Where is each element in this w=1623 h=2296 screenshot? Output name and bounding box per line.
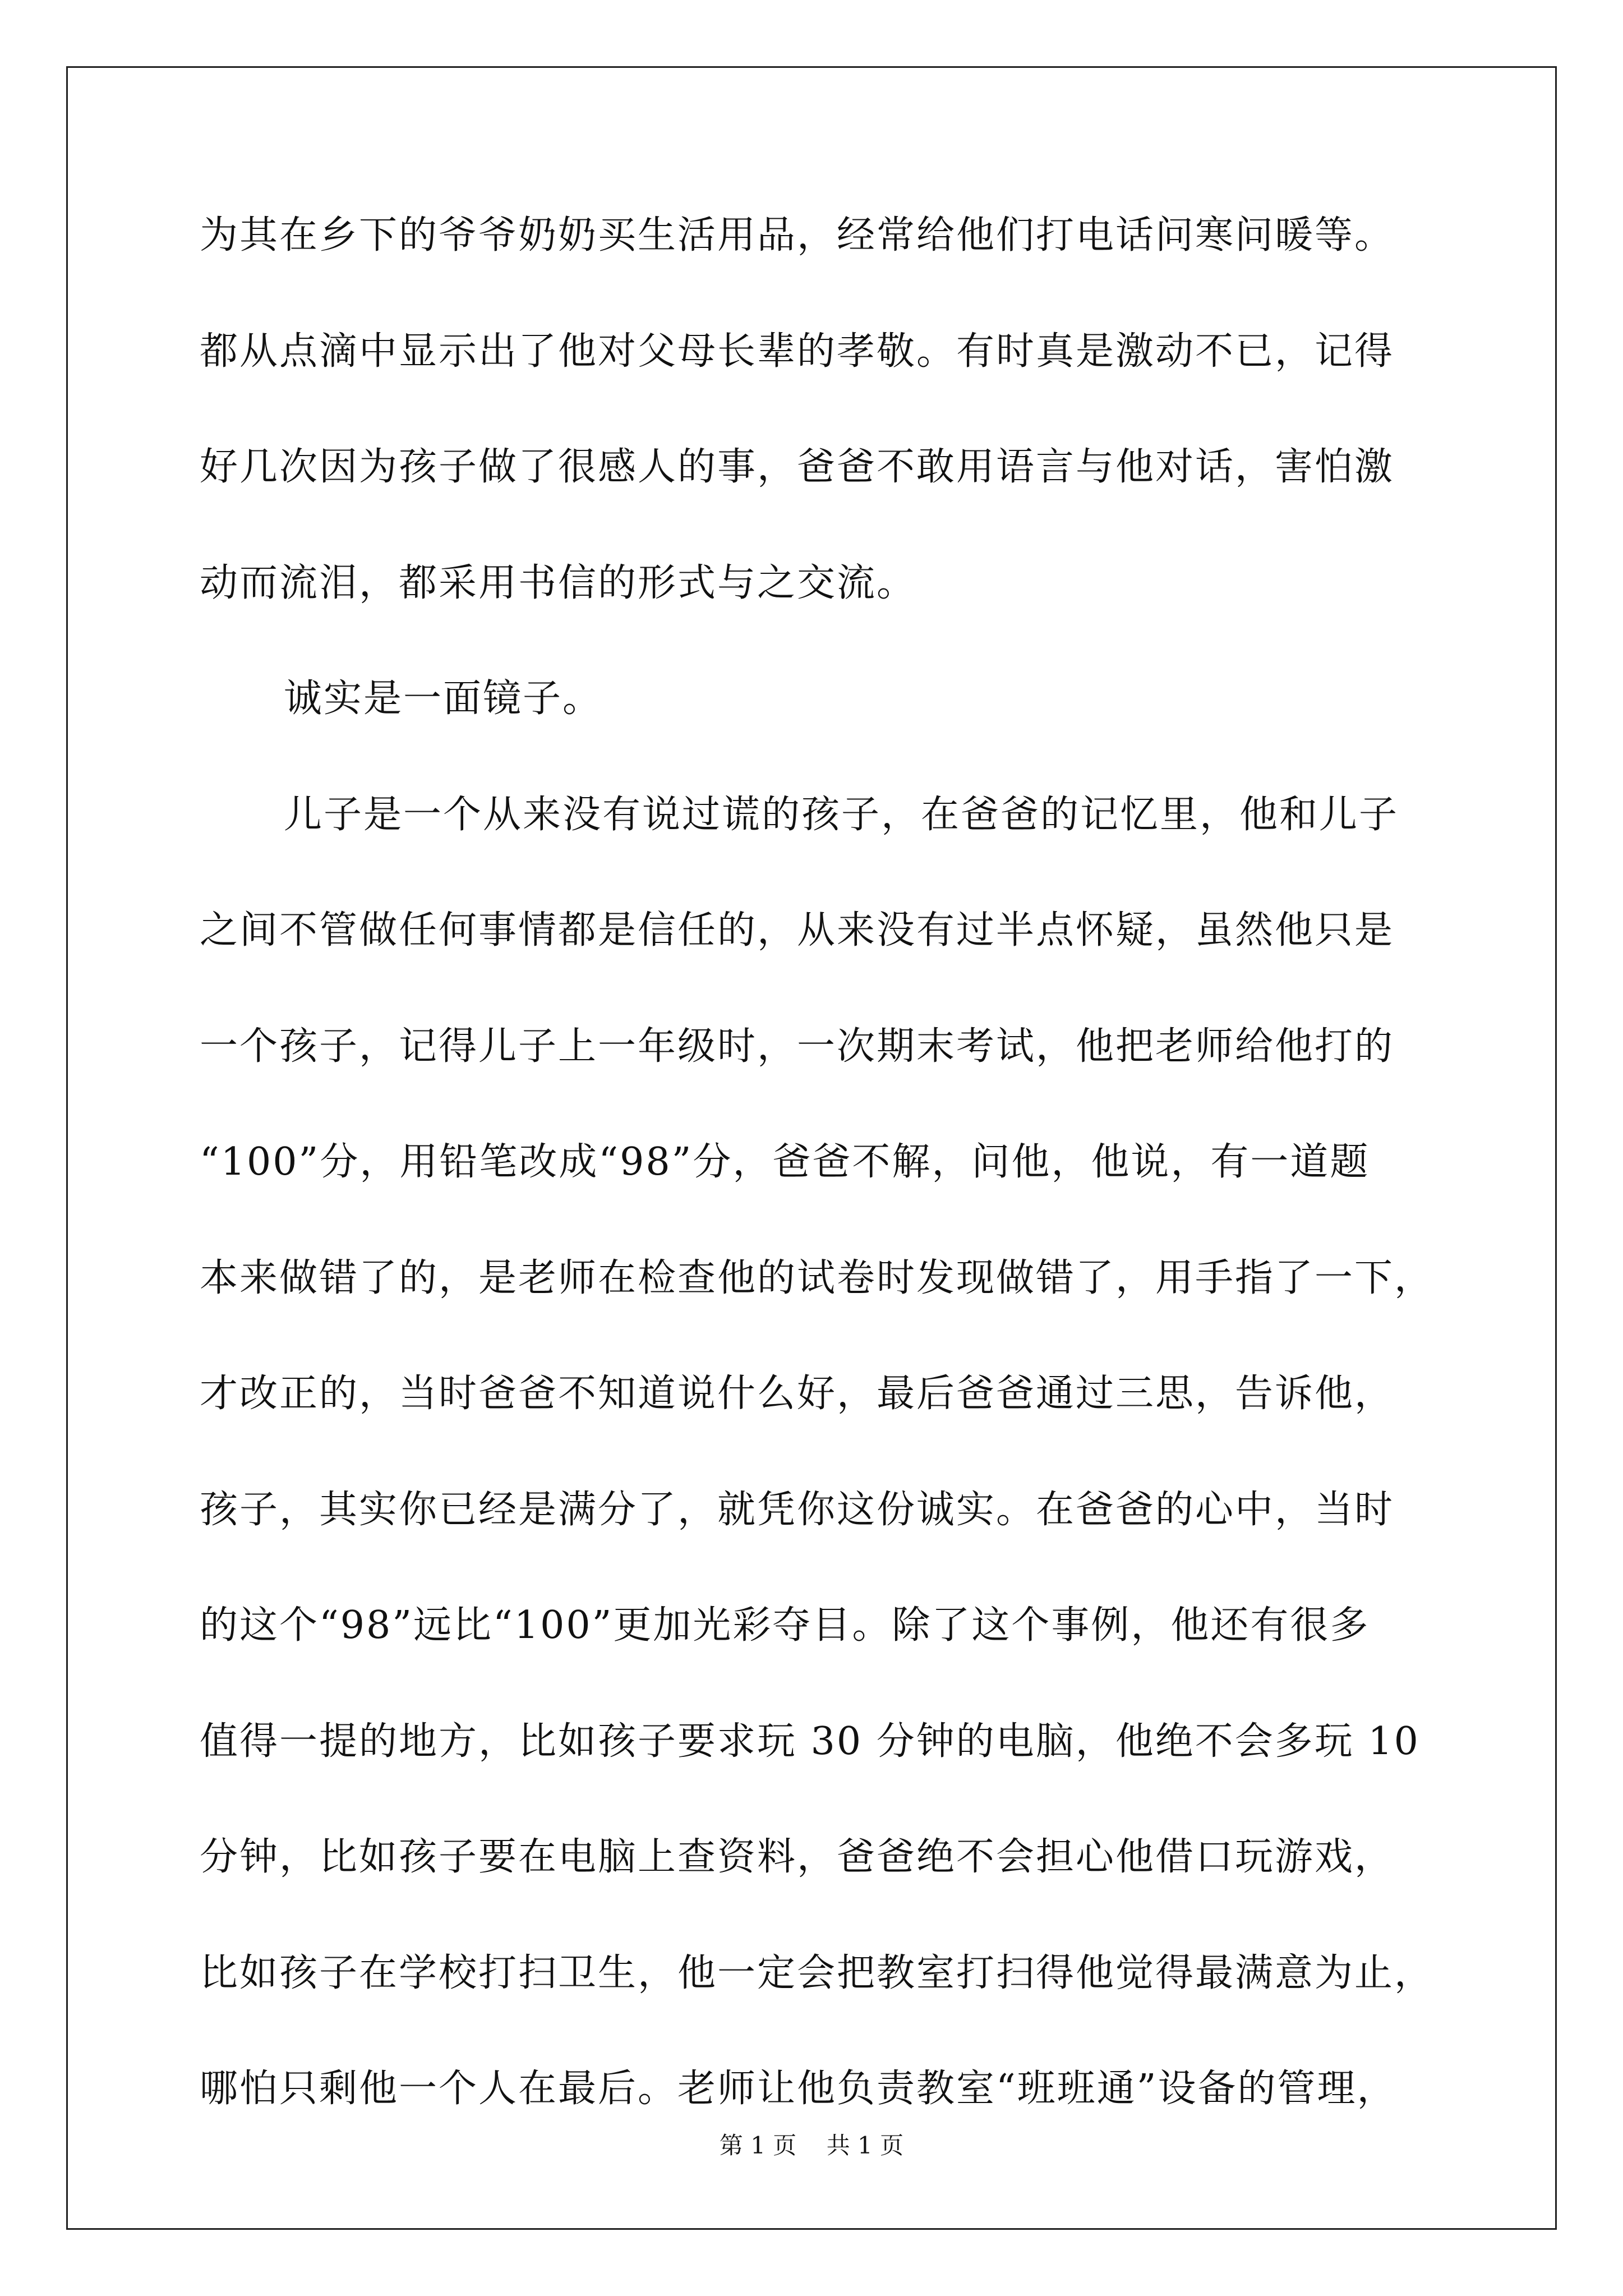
text-line: 之间不管做任何事情都是信任的，从来没有过半点怀疑，虽然他只是 [200,908,1395,953]
text-line: 动而流泪，都采用书信的形式与之交流。 [200,560,917,605]
text-line: 都从点滴中显示出了他对父母长辈的孝敬。有时真是激动不已，记得 [200,329,1395,374]
text-line: 比如孩子在学校打扫卫生，他一定会把教室打扫得他觉得最满意为止， [200,1950,1435,1995]
text-line: 哪怕只剩他一个人在最后。老师让他负责教室“班班通”设备的管理， [200,2067,1397,2111]
text-line: “100”分，用铅笔改成“98”分，爸爸不解，问他，他说，有一道题 [200,1140,1370,1184]
text-line: 儿子是一个从来没有说过谎的孩子，在爸爸的记忆里，他和儿子 [284,792,1399,837]
text-line: 的这个“98”远比“100”更加光彩夺目。除了这个事例，他还有很多 [200,1603,1370,1648]
text-line: 值得一提的地方，比如孩子要求玩 30 分钟的电脑，他绝不会多玩 10 [200,1719,1420,1764]
document-body [200,208,1440,2177]
text-line: 一个孩子，记得儿子上一年级时，一次期末考试，他把老师给他打的 [200,1024,1395,1069]
text-line: 好几次因为孩子做了很感人的事，爸爸不敢用语言与他对话，害怕激 [200,445,1395,489]
paragraph-heading: 诚实是一面镜子。 [284,677,603,721]
text-line: 为其在乡下的爷爷奶奶买生活用品，经常给他们打电话问寒问暖等。 [200,213,1395,257]
text-line: 才改正的，当时爸爸不知道说什么好，最后爸爸通过三思，告诉他， [200,1372,1395,1416]
page-number-footer: 第 1 页 共 1 页 [719,2132,904,2159]
text-line: 孩子，其实你已经是满分了，就凭你这份诚实。在爸爸的心中，当时 [200,1487,1395,1532]
text-line: 分钟，比如孩子要在电脑上查资料，爸爸绝不会担心他借口玩游戏， [200,1835,1395,1879]
text-line: 本来做错了的，是老师在检查他的试卷时发现做错了，用手指了一下， [200,1255,1435,1300]
